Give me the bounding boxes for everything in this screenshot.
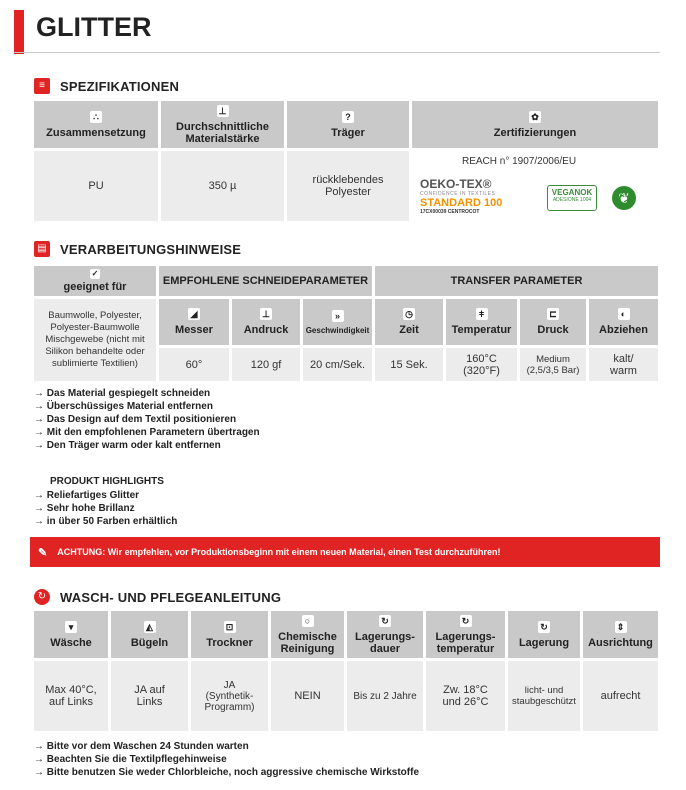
warning-banner bbox=[30, 537, 660, 567]
refresh-icon: ↻ bbox=[379, 615, 391, 627]
transfer-params-header: TRANSFER PARAMETER bbox=[375, 266, 658, 296]
refresh-icon: ↻ bbox=[460, 615, 472, 627]
spec-header-certs: ✿ Zertifizierungen bbox=[412, 101, 658, 148]
list-item: → in über 50 Farben erhältlich bbox=[34, 515, 177, 528]
care-notes bbox=[34, 740, 419, 779]
title-accent-bar bbox=[14, 10, 24, 54]
dryclean-icon: ○ bbox=[302, 615, 314, 627]
care-section-icon: ↻ bbox=[34, 589, 50, 605]
care-value-dryer: JA (Synthetik-Programm) bbox=[191, 661, 268, 731]
spec-header-composition: ∴ Zusammensetzung bbox=[34, 101, 158, 148]
list-item: → Das Design auf dem Textil positionieren bbox=[34, 413, 260, 426]
clock-icon: ◷ bbox=[403, 308, 415, 320]
param-header-speed: » Geschwindigkeit bbox=[303, 299, 372, 345]
param-value-temperature: 160°C (320°F) bbox=[446, 348, 517, 381]
processing-steps bbox=[34, 387, 260, 452]
spec-header-carrier: ? Träger bbox=[287, 101, 409, 148]
warning-text: ACHTUNG: Wir empfehlen, vor Produktionsbeginn mit einem neuen Material, einen Test durchzuführen! bbox=[57, 547, 501, 557]
care-header-storage-duration: ↻ Lagerungs-dauer bbox=[347, 611, 423, 658]
cutting-params-header: EMPFOHLENE SCHNEIDEPARAMETER bbox=[159, 266, 372, 296]
speed-icon: » bbox=[332, 310, 344, 322]
spec-heading: SPEZIFIKATIONEN bbox=[60, 79, 180, 94]
param-header-pressure: ⊥ Andruck bbox=[232, 299, 300, 345]
param-value-pressure: 120 gf bbox=[232, 348, 300, 381]
param-value-speed: 20 cm/Sek. bbox=[303, 348, 372, 381]
processing-heading: VERARBEITUNGSHINWEISE bbox=[60, 242, 242, 257]
certificate-icon: ✿ bbox=[529, 111, 541, 123]
suited-text: Baumwolle, Polyester, Polyester-Baumwolle Mischgewebe (nicht mit Silikon behandelte oder sublimierte Textilien) bbox=[34, 299, 156, 381]
processing-section-icon: ▤ bbox=[34, 241, 50, 257]
list-item: → Das Material gespiegelt schneiden bbox=[34, 387, 260, 400]
refresh-icon: ↻ bbox=[538, 621, 550, 633]
care-header-dryclean: ○ Chemische Reinigung bbox=[271, 611, 344, 658]
spec-value-thickness: 350 µ bbox=[161, 151, 284, 221]
care-value-dryclean: NEIN bbox=[271, 661, 344, 731]
param-header-knife: ◢ Messer bbox=[159, 299, 229, 345]
list-item: → Reliefartiges Glitter bbox=[34, 489, 177, 502]
care-value-wash: Max 40°C, auf Links bbox=[34, 661, 108, 731]
heat-press-icon: ⊏ bbox=[547, 308, 559, 320]
iron-icon: ◭ bbox=[144, 621, 156, 633]
care-header-storage: ↻ Lagerung bbox=[508, 611, 580, 658]
pressure-icon: ⊥ bbox=[260, 308, 272, 320]
knife-icon: ◢ bbox=[188, 308, 200, 320]
reach-text: REACH n° 1907/2006/EU bbox=[462, 156, 577, 167]
spec-section-icon: ≡ bbox=[34, 78, 50, 94]
page-title: GLITTER bbox=[36, 12, 152, 42]
param-header-peel: ◐ Abziehen bbox=[589, 299, 658, 345]
list-item: → Beachten Sie die Textilpflegehinweise bbox=[34, 753, 419, 766]
list-item: → Bitte benutzen Sie weder Chlorbleiche, noch aggressive chemische Wirkstoffe bbox=[34, 766, 419, 779]
param-value-press: Medium (2,5/3,5 Bar) bbox=[520, 348, 586, 381]
composition-icon: ∴ bbox=[90, 111, 102, 123]
list-item: → Mit den empfohlenen Parametern übertragen bbox=[34, 426, 260, 439]
list-item: → Sehr hohe Brillanz bbox=[34, 502, 177, 515]
spec-value-carrier: rückklebendes Polyester bbox=[287, 151, 409, 221]
check-icon: ✓ bbox=[91, 269, 99, 278]
list-item: → Den Träger warm oder kalt entfernen bbox=[34, 439, 260, 452]
care-header-orientation: ⇕ Ausrichtung bbox=[583, 611, 658, 658]
care-value-storage-temp: Zw. 18°C und 26°C bbox=[426, 661, 505, 731]
care-header-iron: ◭ Bügeln bbox=[111, 611, 188, 658]
highlights-title: PRODUKT HIGHLIGHTS bbox=[50, 476, 164, 487]
vegan-leaf-icon: ❦ bbox=[612, 186, 636, 210]
spec-value-composition: PU bbox=[34, 151, 158, 221]
care-header-storage-temp: ↻ Lagerungs-temperatur bbox=[426, 611, 505, 658]
carrier-icon: ? bbox=[342, 111, 354, 123]
certifications-panel bbox=[412, 151, 658, 221]
thickness-icon: ⊥ bbox=[217, 105, 229, 117]
care-header-dryer: ⊡ Trockner bbox=[191, 611, 268, 658]
param-header-press: ⊏ Druck bbox=[520, 299, 586, 345]
dryer-icon: ⊡ bbox=[224, 621, 236, 633]
param-value-knife: 60° bbox=[159, 348, 229, 381]
list-item: → Überschüssiges Material entfernen bbox=[34, 400, 260, 413]
wash-icon: ▾ bbox=[65, 621, 77, 633]
list-item: → Bitte vor dem Waschen 24 Stunden warten bbox=[34, 740, 419, 753]
care-value-orientation: aufrecht bbox=[583, 661, 658, 731]
spec-header-thickness: ⊥ Durchschnittliche Materialstärke bbox=[161, 101, 284, 148]
oeko-tex-logo: OEKO-TEX® CONFIDENCE IN TEXTILES STANDARD 100 17CX00039 CENTROCOT bbox=[420, 177, 503, 215]
care-value-storage-duration: Bis zu 2 Jahre bbox=[347, 661, 423, 731]
care-heading: WASCH- UND PFLEGEANLEITUNG bbox=[60, 590, 282, 605]
thermometer-icon: ǂ bbox=[476, 308, 488, 320]
param-value-time: 15 Sek. bbox=[375, 348, 443, 381]
peel-icon: ◐ bbox=[618, 308, 630, 320]
param-header-temperature: ǂ Temperatur bbox=[446, 299, 517, 345]
suited-header: ✓ geeignet für bbox=[34, 266, 156, 296]
care-value-iron: JA auf Links bbox=[111, 661, 188, 731]
orientation-icon: ⇕ bbox=[615, 621, 627, 633]
param-header-time: ◷ Zeit bbox=[375, 299, 443, 345]
param-value-peel: kalt/ warm bbox=[589, 348, 658, 381]
veganok-logo: VEGANOK ADESIONE 1004 bbox=[547, 185, 597, 211]
edit-icon: ✎ bbox=[38, 546, 48, 559]
highlights-list bbox=[34, 489, 177, 528]
care-value-storage: licht- und staubgeschützt bbox=[508, 661, 580, 731]
care-header-wash: ▾ Wäsche bbox=[34, 611, 108, 658]
title-divider bbox=[14, 52, 660, 53]
